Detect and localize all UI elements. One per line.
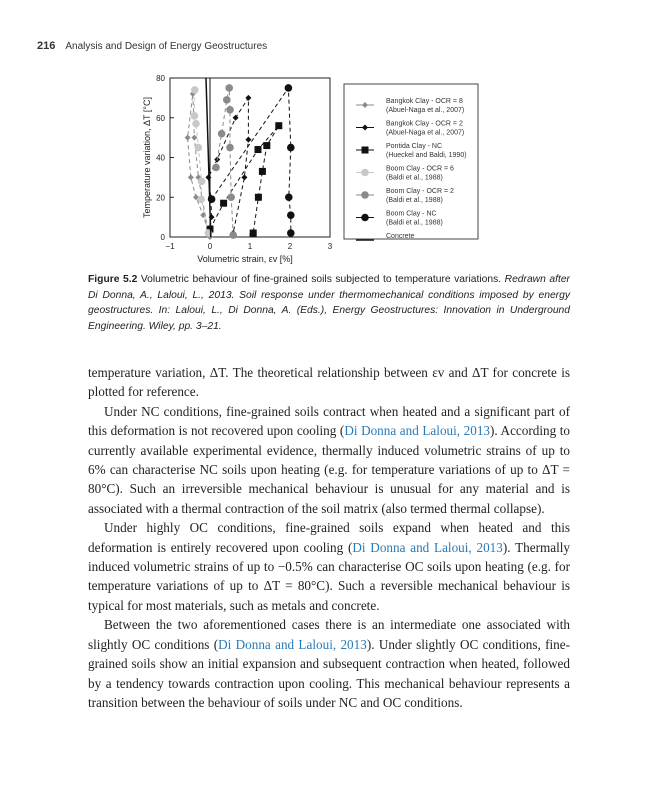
- data-point: [250, 230, 257, 237]
- data-point: [245, 137, 251, 143]
- caption-source: Redrawn after Di Donna, A., Laloui, L., 2013. Soil response under thermomechanical conditions imposed by energy geostructures. In: Laloui, L., Di Donna, A. (Eds.), Energy Geostructures: Innovation in Underground Engineering. Wiley, pp. 3–21.: [88, 274, 570, 332]
- page-number: 216: [37, 40, 56, 52]
- figure-chart: [0, 0, 648, 270]
- data-point: [218, 130, 226, 138]
- data-point: [275, 122, 282, 129]
- legend-label: Boom Clay - OCR = 6: [386, 165, 454, 173]
- text: ). Thermally induced volumetric strains of up to −0.5% can characterise OC soils upon heating (e.g. for temperature variations of up to ΔT = 80°C). Such a reversible mechanical behaviour is typical for most materials, such as metals and concrete.: [88, 539, 570, 613]
- data-point: [191, 135, 197, 141]
- legend-marker: [362, 147, 369, 154]
- data-point: [287, 144, 295, 152]
- data-point: [197, 195, 205, 203]
- data-point: [198, 178, 206, 186]
- data-point: [185, 135, 191, 141]
- data-point: [241, 174, 247, 180]
- body-text: [88, 363, 570, 712]
- data-point: [191, 112, 199, 120]
- data-point: [285, 193, 293, 201]
- citation-link[interactable]: Di Donna and Laloui, 2013: [344, 423, 491, 439]
- data-point: [245, 95, 251, 101]
- data-point: [285, 84, 293, 92]
- caption-text: Volumetric behaviour of fine-grained soils subjected to temperature variations.: [140, 274, 502, 285]
- data-point: [229, 231, 237, 239]
- x-tick-label: 3: [327, 242, 333, 251]
- paragraph: [88, 615, 570, 712]
- paragraph: [88, 402, 570, 518]
- running-title: Analysis and Design of Energy Geostructures: [65, 41, 268, 52]
- legend-marker: [361, 214, 369, 222]
- paragraph: temperature variation, ΔT. The theoretical relationship between εv and ΔT for concrete is plotted for reference.: [88, 365, 570, 400]
- x-tick-label: 2: [287, 242, 293, 251]
- legend-source: (Abuel-Naga et al., 2007): [386, 107, 465, 114]
- x-tick-label: −1: [165, 242, 175, 251]
- data-point: [226, 144, 234, 152]
- legend-marker: [361, 191, 369, 199]
- legend-marker: [362, 102, 368, 108]
- y-tick-label: 60: [156, 113, 165, 123]
- y-tick-label: 0: [160, 233, 165, 242]
- data-point: [259, 168, 266, 175]
- x-tick-label: 0: [207, 242, 213, 251]
- text: Between the two aforementioned cases there is an intermediate one associated with slightly OC conditions (: [88, 617, 570, 652]
- caption-label: Figure 5.2: [88, 274, 138, 285]
- legend-label: Bangkok Clay - OCR = 8: [386, 98, 463, 105]
- legend-source: (Baldi et al., 1988): [386, 174, 443, 182]
- y-tick-label: 20: [156, 193, 165, 203]
- legend-source: (Abuel-Naga et al., 2007): [386, 129, 465, 137]
- text: ). According to currently available experimental evidence, thermally induced volumetric strains of up to 6% can characterise NC soils upon heating (e.g. for temperature variations of up to ΔT = 80°C). Such an irreversible mechanical behaviour is unusual for any material and is associated with a thermal contraction of the soil matrix (also termed thermal collapse).: [88, 423, 571, 516]
- text: ). Under slightly OC conditions, fine-grained soils show an initial expansion and subsequent contraction when heated, followed by a tendency towards contraction upon cooling. This mechanical behaviour represents a transition between the behaviour of soils under NC and OC conditions.: [88, 636, 571, 710]
- paragraph: [88, 518, 570, 615]
- data-point: [223, 96, 231, 104]
- legend-label: Pontida Clay - NC: [386, 143, 443, 150]
- y-tick-label: 40: [156, 153, 165, 163]
- data-point: [192, 120, 200, 128]
- data-point: [212, 164, 220, 172]
- data-point: [195, 144, 203, 152]
- data-point: [287, 229, 295, 237]
- legend-marker: [362, 125, 368, 131]
- y-axis-label: Temperature variation, ΔT [°C]: [142, 97, 152, 218]
- data-point: [233, 115, 239, 121]
- data-point: [188, 174, 194, 180]
- data-point: [287, 211, 295, 219]
- legend-source: (Baldi et al., 1988): [386, 197, 443, 204]
- y-tick-label: 80: [156, 74, 165, 83]
- citation-link[interactable]: Di Donna and Laloui, 2013: [352, 539, 503, 555]
- x-tick-label: 1: [247, 242, 253, 251]
- x-axis-label: Volumetric strain, εv [%]: [197, 254, 293, 264]
- legend-source: (Baldi et al., 1988): [386, 219, 443, 227]
- data-point: [220, 200, 227, 207]
- data-point: [255, 194, 262, 201]
- data-point: [263, 142, 270, 149]
- data-point: [191, 86, 199, 94]
- figure-caption: [88, 272, 570, 334]
- plot-frame: [170, 78, 330, 237]
- text: Under NC conditions, fine-grained soils contract when heated and a significant part of this deformation is not recovered upon cooling (: [88, 403, 570, 439]
- legend-source: (Hueckel and Baldi, 1990): [386, 152, 467, 159]
- data-point: [225, 84, 233, 92]
- legend-label: Concrete: [386, 233, 415, 240]
- legend-label: Bangkok Clay - OCR = 2: [386, 120, 463, 128]
- text: Under highly OC conditions, fine-grained soils expand when heated and this deformation is entirely recovered upon cooling (: [88, 520, 570, 555]
- data-point: [227, 193, 235, 201]
- data-point: [255, 146, 262, 153]
- data-point: [226, 106, 234, 114]
- legend-label: Boom Clay - OCR = 2: [386, 188, 454, 195]
- legend-label: Boom Clay - NC: [386, 210, 437, 218]
- citation-link[interactable]: Di Donna and Laloui, 2013: [218, 636, 367, 652]
- legend-marker: [361, 169, 369, 177]
